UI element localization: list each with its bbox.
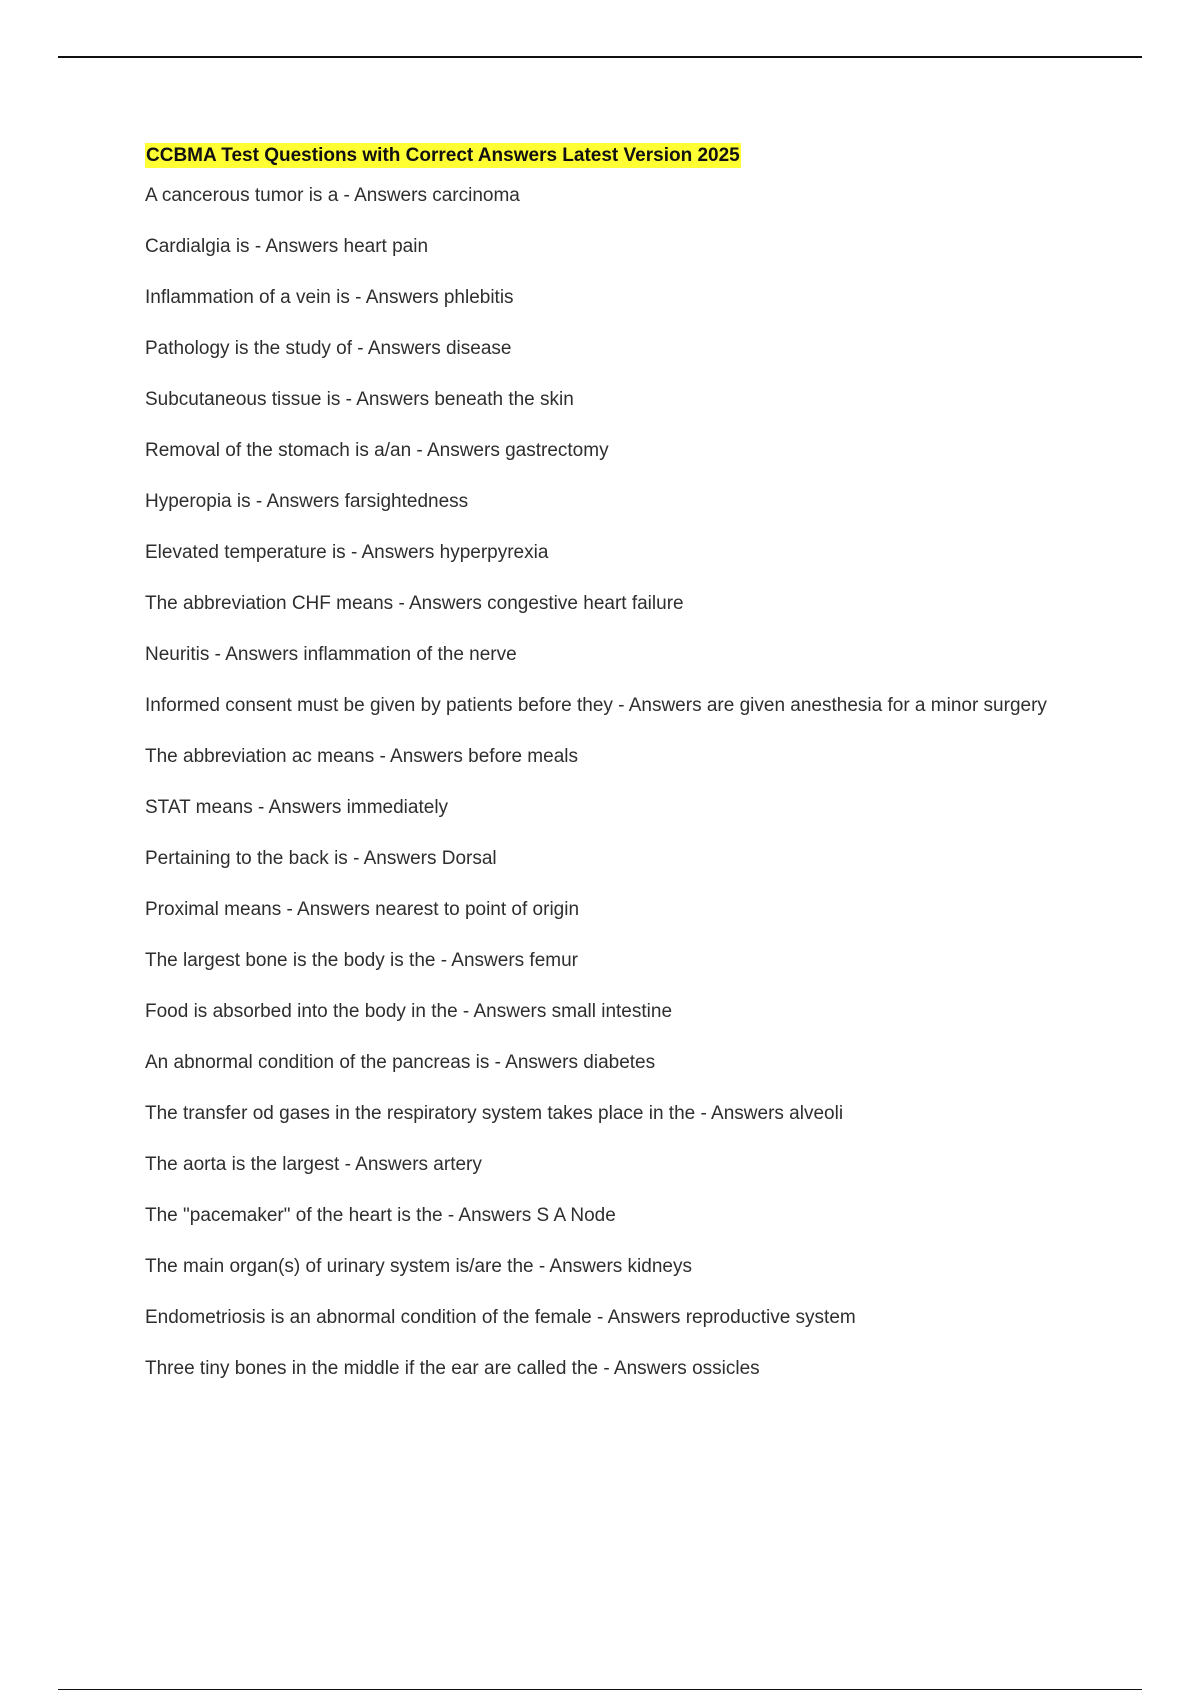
qa-item: Neuritis - Answers inflammation of the nerve [145, 644, 517, 665]
qa-item: The aorta is the largest - Answers artery [145, 1154, 482, 1175]
bottom-rule [58, 1689, 1142, 1690]
qa-item: Hyperopia is - Answers farsightedness [145, 491, 469, 512]
qa-item: Food is absorbed into the body in the - Answers small intestine [145, 1001, 673, 1022]
top-rule [58, 56, 1142, 58]
qa-item: The abbreviation CHF means - Answers congestive heart failure [145, 593, 684, 614]
document-body [145, 143, 1065, 1405]
qa-item: The transfer od gases in the respiratory system takes place in the - Answers alveoli [145, 1103, 844, 1124]
qa-item: The abbreviation ac means - Answers before meals [145, 746, 578, 767]
qa-item: Informed consent must be given by patients before they - Answers are given anesthesia for a minor surgery [145, 695, 1047, 716]
qa-item: Cardialgia is - Answers heart pain [145, 236, 429, 257]
qa-item: Removal of the stomach is a/an - Answers gastrectomy [145, 440, 609, 461]
qa-item: An abnormal condition of the pancreas is - Answers diabetes [145, 1052, 656, 1073]
qa-item: A cancerous tumor is a - Answers carcinoma [145, 185, 520, 206]
qa-item: Pertaining to the back is - Answers Dorsal [145, 848, 497, 869]
qa-item: Subcutaneous tissue is - Answers beneath the skin [145, 389, 574, 410]
document-title: CCBMA Test Questions with Correct Answers Latest Version 2025 [146, 145, 740, 166]
qa-item: STAT means - Answers immediately [145, 797, 449, 818]
qa-item: Inflammation of a vein is - Answers phlebitis [145, 287, 514, 308]
qa-item: Elevated temperature is - Answers hyperpyrexia [145, 542, 549, 563]
qa-item: Endometriosis is an abnormal condition of the female - Answers reproductive system [145, 1307, 856, 1328]
qa-item: The "pacemaker" of the heart is the - Answers S A Node [145, 1205, 616, 1226]
qa-item: Three tiny bones in the middle if the ear are called the - Answers ossicles [145, 1358, 760, 1379]
qa-item: The main organ(s) of urinary system is/are the - Answers kidneys [145, 1256, 692, 1277]
qa-item: Pathology is the study of - Answers disease [145, 338, 512, 359]
qa-list [145, 181, 1065, 1384]
qa-item: Proximal means - Answers nearest to point of origin [145, 899, 580, 920]
qa-item: The largest bone is the body is the - Answers femur [145, 950, 578, 971]
